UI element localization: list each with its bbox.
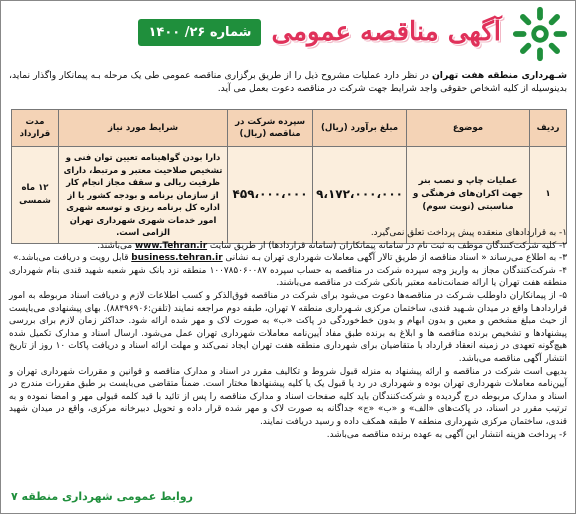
note-2-tail: می‌باشند.: [97, 240, 135, 251]
note-5: ۵- از پیمانکاران داوطلب شـرکت در مناقصه‌ها دعوت می‌شود برای شرکت در مناقصه فوق‌الذکر و کسب اطلاعات لازم و دریافت اسناد مربوطه به امور قراردادهـا واقع در میدان شـهید قندی، ساختمان مرکزی شـهرداری منطقه ۷ تهران، طبقه دوم مراجعه نمایند (تلفن:۸۸۴۹۶۹۰۶). بهای پیشنهادی می‌بایست از حیث مبلغ مشخص و معین و بدون ابهام و بدون خط‌خوردگی در پاکت «ب» به صورت لاک و مهر شده ارائه شود. حداکثر زمان لازم برای بررسی پیشنهادها و تشخیص برنده مناقصه ها و ابلاغ به برنده طبق مفاد آیین‌نامه معاملات شهرداری تهران عمل می‌شود. ارسال اسناد و مدارک تکمیل شده هیچ‌گونه تعهدی در زمینه انعقاد قرارداد با متقاضیان برای شهرداری منطقه هفت تهران ایجاد نمی‌کند و مهلت ارائه اسناد و دریافت پاکات ۱۰ روز از تاریخ انتشار آگهی مناقصه می‌باشد.: [9, 290, 567, 364]
notice-header: [1, 1, 576, 63]
header-duration: مدت قرارداد: [12, 110, 59, 147]
header-conditions: شرایط مورد نیاز: [59, 110, 228, 147]
header-estimate: مبلغ برآورد (ریال): [313, 110, 407, 147]
public-relations-signature: روابط عمومی شهرداری منطقه ۷: [11, 490, 193, 503]
intro-text: در نظر دارد عملیات مشروح ذیل را از طریق برگزاری مناقصه عمومی طی یک مرحله بـه پیمانکار واگذار نماید، بدینوسیله از کلیه اشخاص حقوقی واجد شرایط جهت شرکت در مناقصه دعوت بعمل می آید.: [9, 70, 567, 94]
issue-badge: شماره ۲۶/ ۱۴۰۰: [138, 19, 261, 46]
intro-paragraph: [9, 69, 567, 95]
note-3-text: ۳- به اطلاع می‌رساند « اسناد مناقصه از طریق تالار آگهی معاملات شهرداری تهران بـه نشانی: [222, 253, 567, 264]
header-index: ردیف: [530, 110, 567, 147]
tender-table: [11, 109, 567, 244]
note-6: ۶- پرداخت هزینه انتشار این آگهی به عهده برنده مناقصه می‌باشد.: [326, 429, 567, 440]
organization-name: شـهرداری منطقه هفت تهران: [431, 70, 567, 81]
row-deposit: ۴۵۹،۰۰۰،۰۰۰: [228, 147, 313, 244]
row-duration: ۱۲ ماه شمسی: [12, 147, 59, 244]
note-general: بدیهی است شرکت در مناقصه و ارائه پیشنهاد به منزله قبول شروط و تکالیف مقرر در اسناد و مدارک مناقصه و قوانین و مقررات شهرداری تهران و آیین‌نامه معاملات شهرداری تهران بوده و شهرداری در رد یا قبول یک یا کلیه پیشنهادها مختار است. ضمناً متقاضی می‌بایست بر طبق مقررات مندرج در اسناد و مدارک مربوطه درج گردیده و شرکت‌کنندگان باید کلیه صفحات اسناد و مدارک مناقصه را پس از تائید با قید کلمه قبولی مهر و امضا نموده و به ترتیب مقرر در اسناد، در پاکت‌های «الف» و «ب» «ج» جداگانه به صورت لاک و مهر شده قرار داده و تحویل دبیرخانه مرکزی، واقع در میدان شهید قندی، ساختمان مرکزی شهرداری منطقه ۷ طبقه همکف داده و رسید دریافت نمایند.: [9, 366, 567, 427]
table-header-row: [12, 110, 567, 147]
row-subject: عملیات چاپ و نصب بنر جهت اکران‌های فرهنگی و مناسبتی (نوبت سوم): [407, 147, 530, 244]
notice-title: آگهی مناقصه عمومی: [271, 17, 501, 47]
notes-section: [9, 227, 567, 441]
tehran-site-link[interactable]: www.Tehran.ir: [134, 240, 208, 251]
note-3-tail: قابل رویت و دریافت می‌باشد.»: [12, 253, 132, 264]
business-site-link[interactable]: business.tehran.ir: [131, 253, 223, 264]
row-estimate: ۹،۱۷۲،۰۰۰،۰۰۰: [313, 147, 407, 244]
note-4: ۴- شرکت‌کنندگان مجاز به واریز وجه سپرده شرکت در مناقصه به حساب سپرده ۱۰۰۷۸۵۰۶۰۰۸۷ منطقه نزد بانک شهر شعبه شهید قندی بنام شهرداری منطقه هفت تهران یا ارائه ضمانت‌نامه معتبر بانکی شرکت در مناقصه می‌باشند.: [9, 265, 567, 289]
headline: [61, 11, 501, 53]
row-conditions: دارا بودن گواهینامه تعیین توان فنی و تشخیص صلاحیت معتبر و مرتبط، دارای ظرفیت ریالی و سقف مجاز انجام کار از سازمان برنامه و بودجه کشور یا از اداره کل برنامه ریزی و توسعه شهری امور خدمات شهری شهرداری تهران الزامی است.: [59, 147, 228, 244]
note-3: [9, 252, 567, 265]
tehran-municipality-logo-icon: [511, 5, 569, 63]
note-1: ۱- به قراردادهای منعقده پیش پرداخت تعلق نمی‌گیرد.: [370, 228, 567, 238]
header-deposit: سپرده شرکت در مناقصه (ریال): [228, 110, 313, 147]
header-subject: موضوع: [407, 110, 530, 147]
row-index: ۱: [530, 147, 567, 244]
note-2: [9, 240, 567, 253]
note-2-text: ۲- کلیه شرکت‌کنندگان موظف به ثبت نام در سامانه پیمانکاران (سامانه قراردادها) از طریق سایت: [207, 240, 567, 251]
